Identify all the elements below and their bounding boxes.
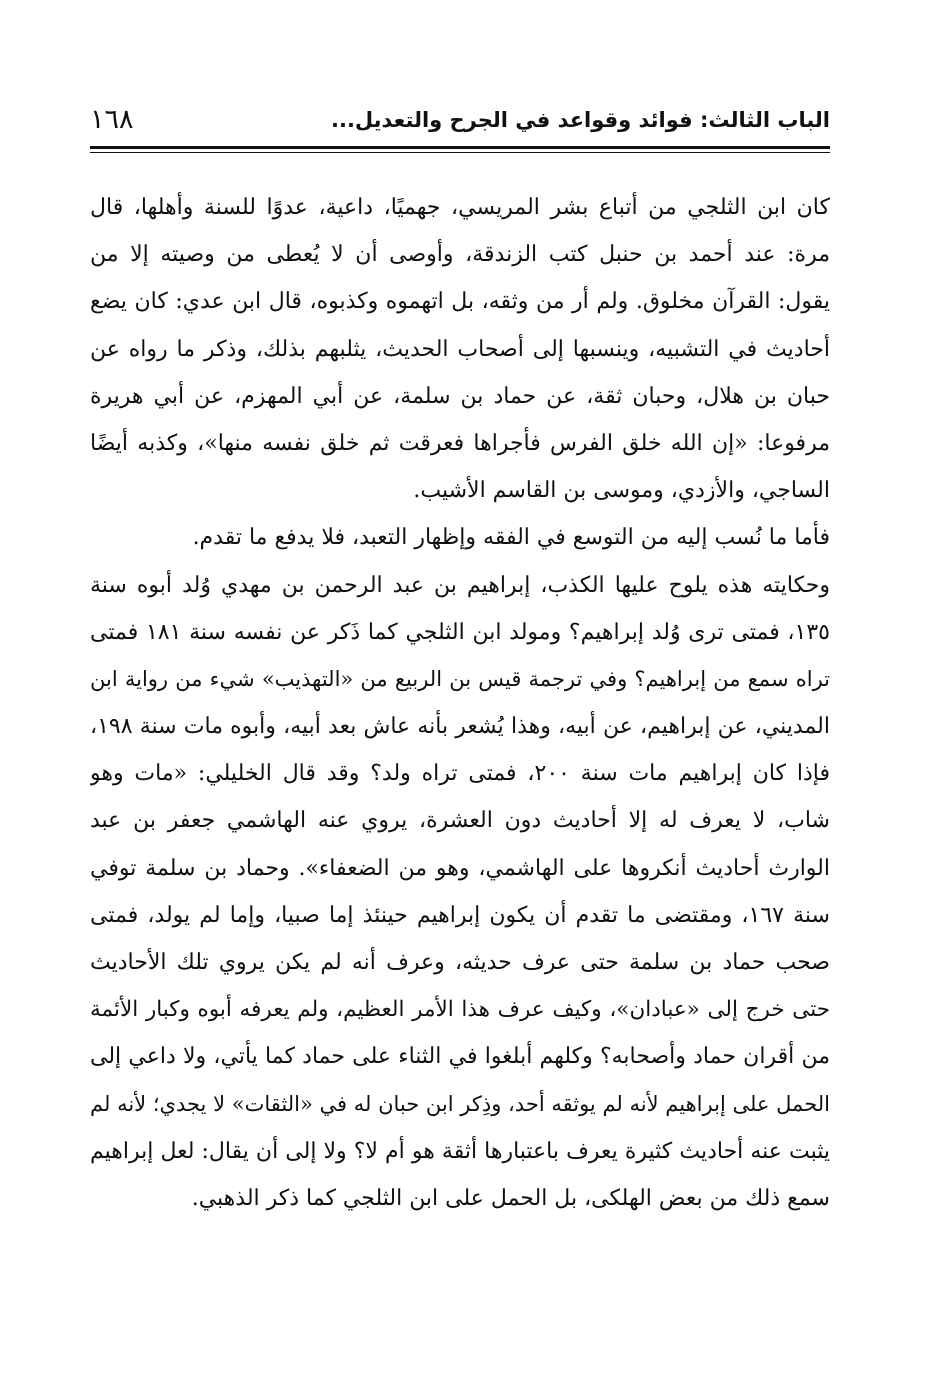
header-rule-thin [90, 152, 830, 153]
text-line: فأما ما نُسب إليه من التوسع في الفقه وإظهار التعبد، فلا يدفع ما تقدم. [192, 525, 830, 551]
chapter-title: الباب الثالث: فوائد وقواعد في الجرح والتعديل... [330, 108, 830, 132]
text-line: شاب، لا يعرف له إلا أحاديث دون العشرة، يروي عنه الهاشمي جعفر بن عبد [90, 808, 830, 834]
text-line: سمع ذلك من بعض الهلكى، بل الحمل على ابن الثلجي كما ذكر الذهبي. [191, 1185, 830, 1211]
text-line: ١٣٥، فمتى ترى وُلد إبراهيم؟ ومولد ابن الثلجي كما ذَكر عن نفسه سنة ١٨١ فمتى [90, 619, 830, 645]
text-line: فإذا كان إبراهيم مات سنة ٢٠٠، فمتى تراه ولد؟ وقد قال الخليلي: «مات وهو [90, 761, 830, 787]
text-line: سنة ١٦٧، ومقتضى ما تقدم أن يكون إبراهيم حينئذ إما صبيا، وإما لم يولد، فمتى [90, 902, 830, 928]
text-line: حبان بن هلال، وحبان ثقة، عن حماد بن سلمة، عن أبي المهزم، عن أبي هريرة [90, 383, 830, 409]
header-rule-thick [90, 146, 830, 149]
text-line: تراه سمع من إبراهيم؟ وفي ترجمة قيس بن الربيع من «التهذيب» شيء من رواية ابن [90, 666, 830, 691]
text-line: حتى خرج إلى «عبادان»، وكيف عرف هذا الأمر العظيم، ولم يعرفه أبوه وكبار الأئمة [90, 997, 830, 1023]
text-line: الوارث أحاديث أنكروها على الهاشمي، وهو من الضعفاء». وحماد بن سلمة توفي [90, 855, 830, 881]
text-line: كان ابن الثلجي من أتباع بشر المريسي، جهميًا، داعية، عدوًا للسنة وأهلها، قال [90, 195, 830, 220]
text-line: يثبت عنه أحاديث كثيرة يعرف باعتبارها أثقة هو أم لا؟ ولا إلى أن يقال: لعل إبراهيم [90, 1138, 830, 1164]
text-line: وحكايته هذه يلوح عليها الكذب، إبراهيم بن عبد الرحمن بن مهدي وُلد أبوه سنة [90, 572, 830, 598]
text-line: الساجي، والأزدي، وموسى بن القاسم الأشيب. [413, 478, 830, 504]
text-line: يقول: القرآن مخلوق. ولم أر من وثقه، بل اتهموه وكذبوه، قال ابن عدي: كان يضع [90, 289, 830, 315]
text-line: الحمل على إبراهيم لأنه لم يوثقه أحد، وذِكر ابن حبان له في «الثقات» لا يجدي؛ لأنه لم [90, 1091, 830, 1116]
text-line: مرة: عند أحمد بن حنبل كتب الزندقة، وأوصى أن لا يُعطى من وصيته إلا من [90, 242, 830, 268]
text-line: أحاديث في التشبيه، وينسبها إلى أصحاب الحديث، يثلبهم بذلك، وذكر ما رواه عن [90, 336, 830, 362]
body-text [90, 184, 830, 1222]
text-line: مرفوعا: «إن الله خلق الفرس فأجراها فعرقت ثم خلق نفسه منها»، وكذبه أيضًا [90, 430, 830, 456]
page-header [90, 104, 830, 140]
text-line: المديني، عن إبراهيم، عن أبيه، وهذا يُشعر بأنه عاش بعد أبيه، وأبوه مات سنة ١٩٨، [90, 714, 830, 740]
text-line: صحب حماد بن سلمة حتى عرف حديثه، وعرف أنه لم يكن يروي تلك الأحاديث [90, 950, 830, 975]
text-line: من أقران حماد وأصحابه؟ وكلهم أبلغوا في الثناء على حماد كما يأتي، ولا داعي إلى [90, 1044, 830, 1070]
page-number: ١٦٨ [90, 104, 134, 135]
